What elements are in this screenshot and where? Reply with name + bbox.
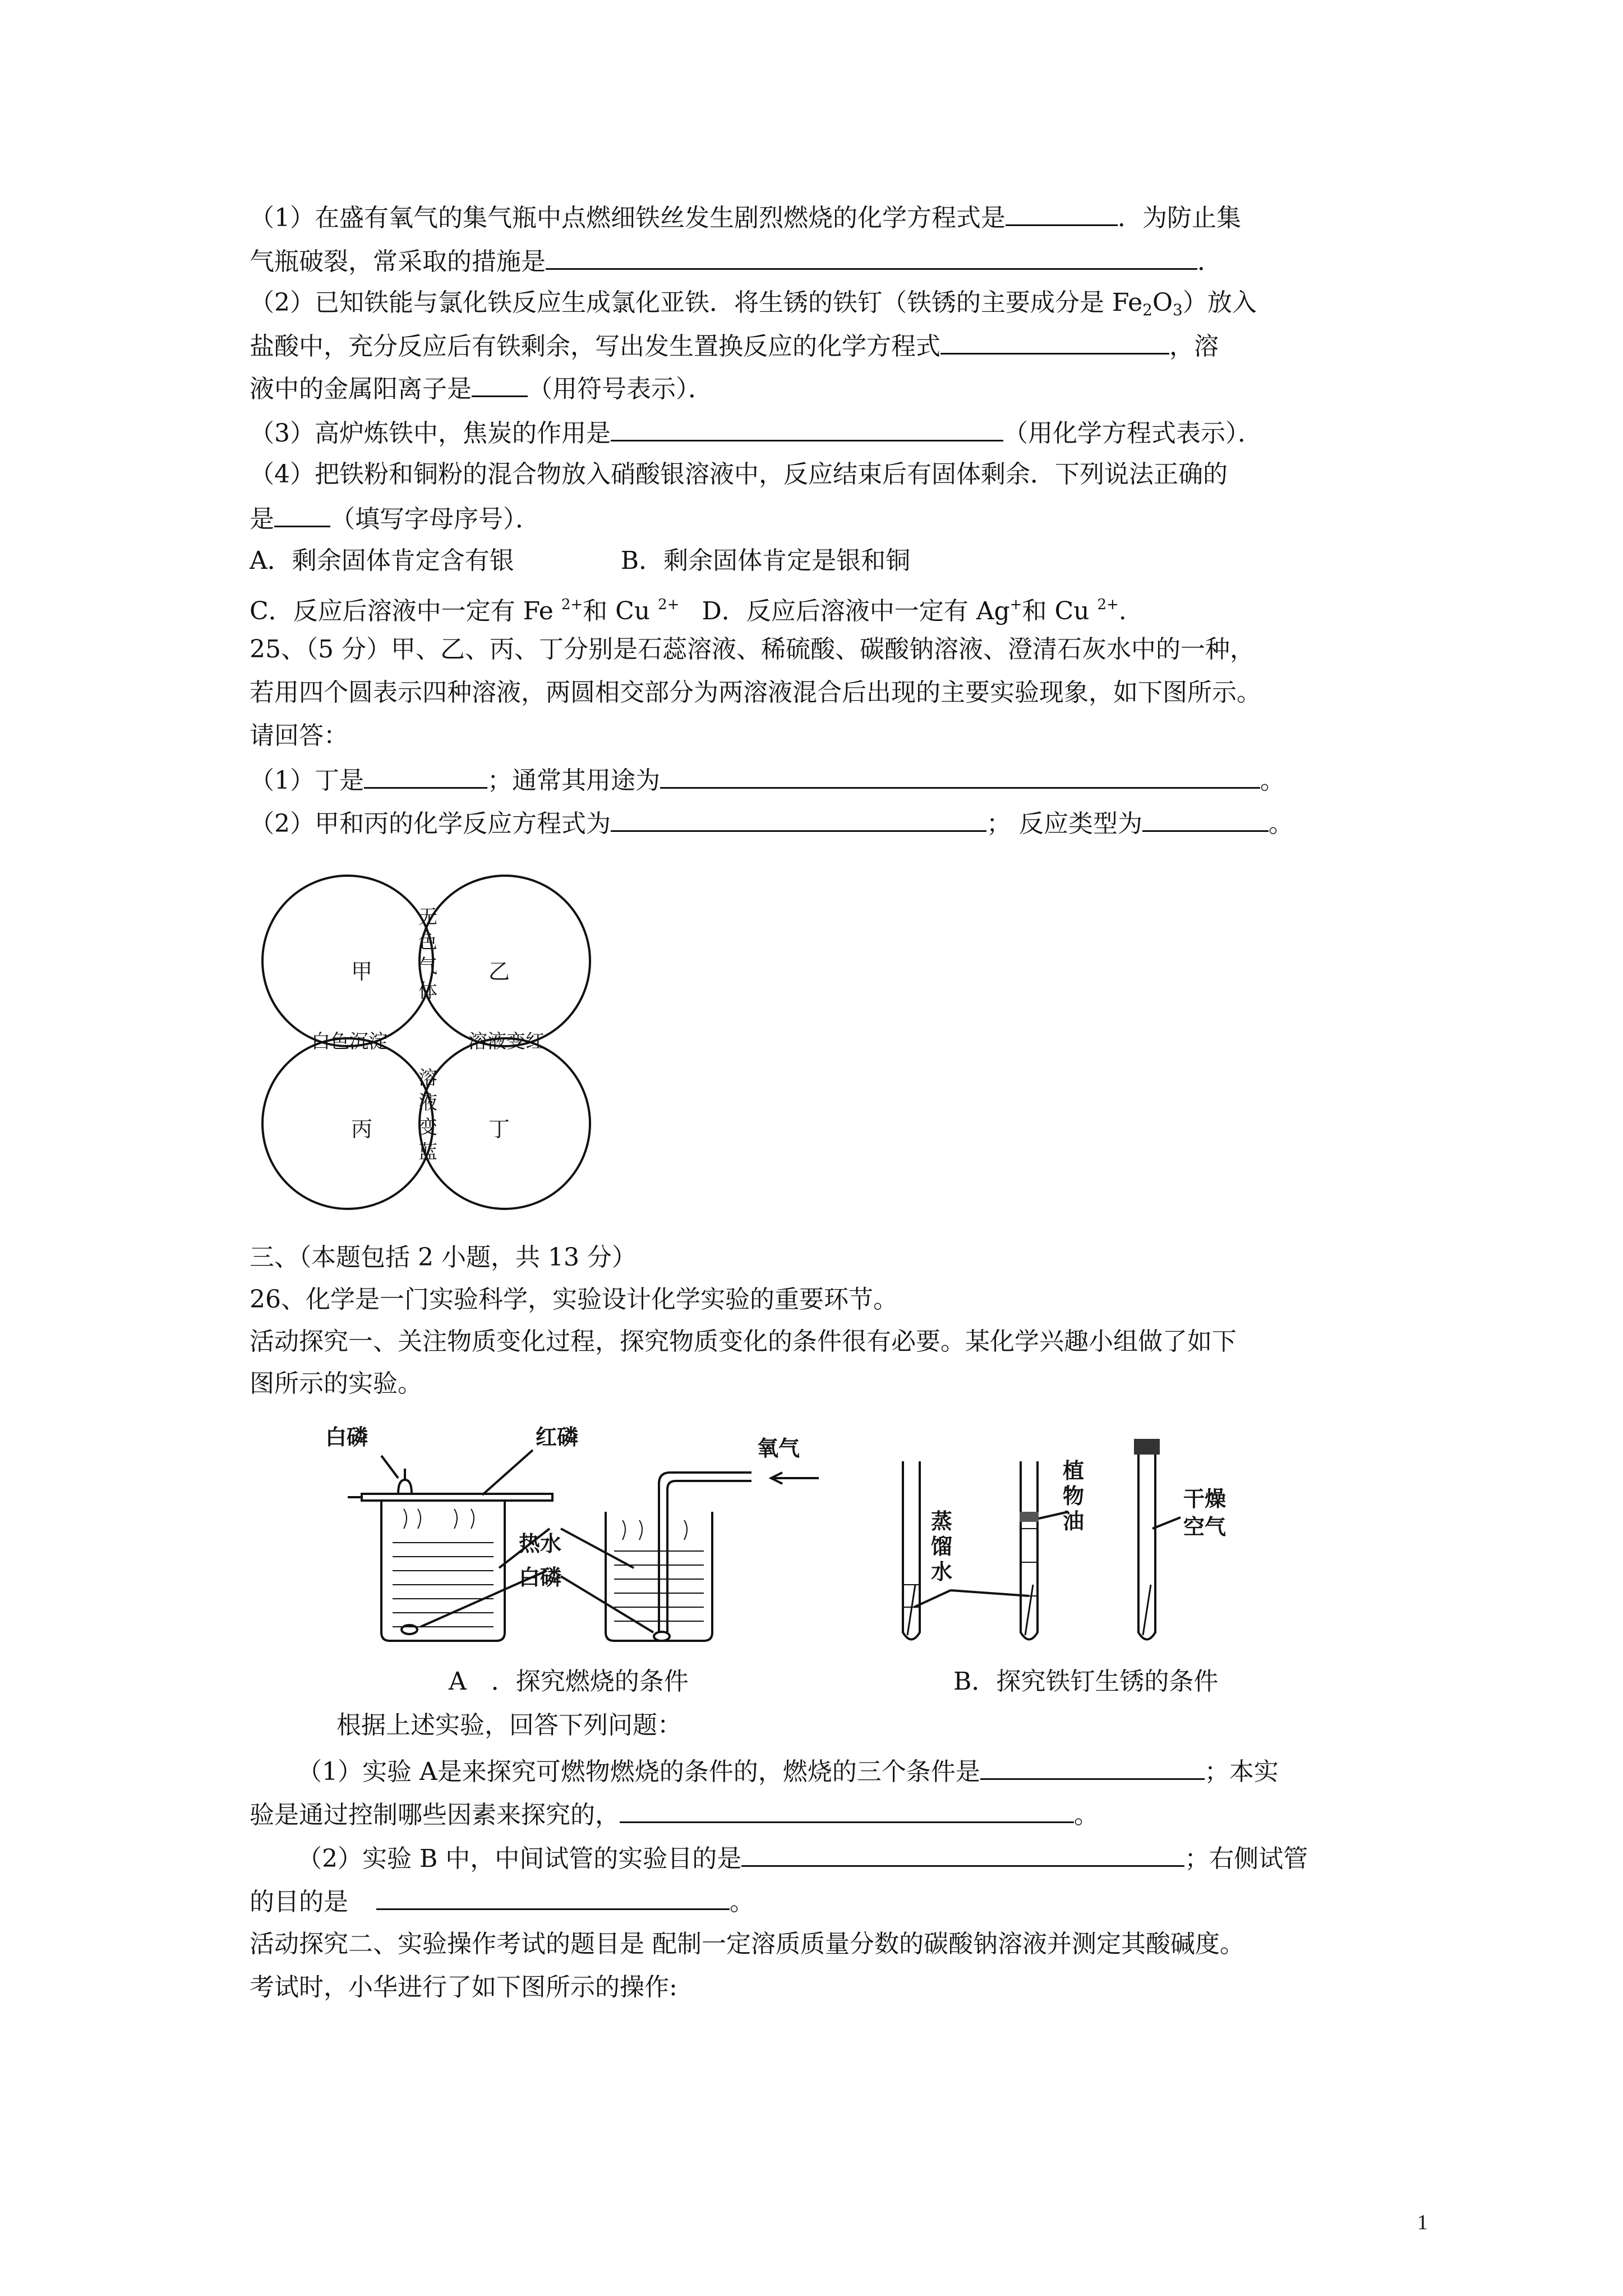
q24-part4-line1: （4）把铁粉和铜粉的混合物放入硝酸银溶液中，反应结束后有固体剩余．下列说法正确的	[250, 460, 1228, 489]
q25-part2: （2）甲和丙的化学反应方程式为 ； 反应类型为 。	[250, 806, 1293, 841]
answer-blank[interactable]	[274, 501, 330, 527]
label-turns-red: 溶液变红	[468, 1030, 545, 1053]
svg-text:体: 体	[418, 980, 437, 1002]
q24-options-cd	[250, 588, 1127, 628]
q26-sub1-line1: （1）实验 A是来探究可燃物燃烧的条件的，燃烧的三个条件是 ；本实	[297, 1754, 1279, 1789]
q26-activity1-line1: 活动探究一、关注物质变化过程，探究物质变化的条件很有必要。某化学兴趣小组做了如下	[250, 1327, 1237, 1356]
page-number: 1	[1417, 2211, 1428, 2234]
copper-plate	[362, 1494, 552, 1501]
caption-experiment-b: B．探究铁钉生锈的条件	[953, 1667, 1219, 1696]
iron-nail-right	[1143, 1585, 1151, 1635]
q26-activity2-line1: 活动探究二、实验操作考试的题目是 配制一定溶质质量分数的碳酸钠溶液并测定其酸碱度。	[250, 1930, 1244, 1958]
option-b: B．剩余固体肯定是银和铜	[620, 546, 911, 575]
circle-jia	[262, 876, 433, 1046]
section-three-heading: 三、（本题包括 2 小题，共 13 分）	[250, 1243, 637, 1272]
svg-text:色: 色	[418, 931, 437, 953]
answer-blank[interactable]	[472, 371, 528, 397]
q24-part1-line1: （1）在盛有氧气的集气瓶中点燃细铁丝发生剧烈燃烧的化学方程式是 ．为防止集	[250, 200, 1241, 235]
white-phosphorus-top	[398, 1480, 412, 1494]
q24-part2-line2: 盐酸中，充分反应后有铁剩余，写出发生置换反应的化学方程式 ，溶	[250, 328, 1219, 364]
svg-text:红磷: 红磷	[536, 1424, 579, 1450]
q24-part4-line2: 是 （填写字母序号）．	[250, 501, 540, 536]
q26-activity1-line2: 图所示的实验。	[250, 1369, 422, 1398]
svg-text:液: 液	[418, 1092, 437, 1114]
rubber-stopper	[1134, 1439, 1160, 1455]
answer-blank[interactable]	[940, 328, 1169, 355]
label-jia: 甲	[351, 959, 373, 984]
svg-text:蓝: 蓝	[418, 1141, 437, 1163]
q26-activity2-line2: 考试时，小华进行了如下图所示的操作:	[250, 1973, 677, 2001]
answer-blank[interactable]	[376, 1884, 730, 1910]
svg-text:空气: 空气	[1183, 1514, 1227, 1539]
circle-bing	[262, 1038, 433, 1209]
q24-part1-line2: 气瓶破裂，常采取的措施是 ．	[250, 243, 1222, 279]
experiment-figure	[314, 1416, 1267, 1652]
svg-text:无: 无	[418, 906, 437, 928]
svg-text:蒸: 蒸	[931, 1508, 953, 1534]
iron-nail-left	[907, 1585, 915, 1635]
answer-blank[interactable]	[1006, 200, 1118, 226]
oxygen-tube	[659, 1473, 751, 1632]
q25-line1: 25、（5 分）甲、乙、丙、丁分别是石蕊溶液、稀硫酸、碳酸钠溶液、澄清石灰水中的一种，	[250, 635, 1255, 664]
q26-line1: 26、化学是一门实验科学，实验设计化学实验的重要环节。	[250, 1285, 898, 1314]
answer-blank[interactable]	[660, 762, 1260, 789]
label-yi: 乙	[488, 959, 510, 984]
answer-blank[interactable]	[980, 1754, 1205, 1780]
answer-blank[interactable]	[741, 1841, 1184, 1867]
answer-blank[interactable]	[611, 806, 986, 832]
answer-blank[interactable]	[611, 415, 1003, 441]
svg-text:白磷: 白磷	[325, 1424, 368, 1450]
answer-blank[interactable]	[620, 1797, 1074, 1823]
svg-text:植: 植	[1063, 1458, 1085, 1483]
svg-text:馏: 馏	[931, 1534, 953, 1559]
option-c: C．反应后溶液中一定有 Fe $^{2+}$和 Cu $^{2+}$	[250, 596, 680, 625]
svg-text:白磷: 白磷	[519, 1565, 562, 1590]
answer-blank[interactable]	[546, 243, 1197, 270]
svg-text:物: 物	[1063, 1483, 1085, 1508]
q24-options-ab	[250, 544, 910, 578]
caption-experiment-a: A ．探究燃烧的条件	[449, 1667, 689, 1696]
label-bing: 丙	[351, 1117, 373, 1142]
svg-text:水: 水	[931, 1559, 953, 1584]
iron-nail-middle	[1025, 1585, 1033, 1635]
label-ding: 丁	[488, 1117, 510, 1142]
four-circle-diagram	[258, 868, 606, 1222]
q24-part2-line1: （2）已知铁能与氯化铁反应生成氯化亚铁．将生锈的铁钉（铁锈的主要成分是 $Fe_2O_3$）放入	[250, 288, 1257, 319]
answer-blank[interactable]	[364, 762, 487, 789]
q26-sub1-line2: 验是通过控制哪些因素来探究的， 。	[250, 1797, 1099, 1832]
option-a: A．剩余固体肯定含有银	[250, 546, 514, 575]
svg-text:溶: 溶	[418, 1067, 437, 1089]
svg-text:热水: 热水	[519, 1531, 562, 1556]
q26-sub2-line2: 的目的是 。	[250, 1884, 754, 1919]
svg-text:气: 气	[418, 955, 437, 978]
q26-sub2-line1: （2）实验 B 中，中间试管的实验目的是 ；右侧试管	[297, 1841, 1308, 1876]
label-white-precipitate: 白色沉淀	[311, 1030, 388, 1053]
svg-text:油: 油	[1063, 1508, 1085, 1534]
answer-blank[interactable]	[1142, 806, 1269, 832]
q24-part2-line3: 液中的金属阳离子是 （用符号表示）．	[250, 371, 713, 406]
svg-text:变: 变	[418, 1116, 437, 1139]
q25-line3: 请回答：	[250, 721, 348, 750]
svg-text:干燥: 干燥	[1183, 1486, 1227, 1511]
svg-text:氧气: 氧气	[757, 1435, 800, 1461]
q25-line2: 若用四个圆表示四种溶液，两圆相交部分为两溶液混合后出现的主要实验现象，如下图所示。	[250, 678, 1261, 707]
q25-part1: （1）丁是 ；通常其用途为 。	[250, 762, 1285, 798]
q26-intro: 根据上述实验，回答下列问题：	[336, 1711, 682, 1740]
q24-part3: （3）高炉炼铁中，焦炭的作用是 （用化学方程式表示）．	[250, 415, 1262, 450]
option-d: D．反应后溶液中一定有 Ag+和 Cu $^{2+}$.	[702, 596, 1127, 625]
